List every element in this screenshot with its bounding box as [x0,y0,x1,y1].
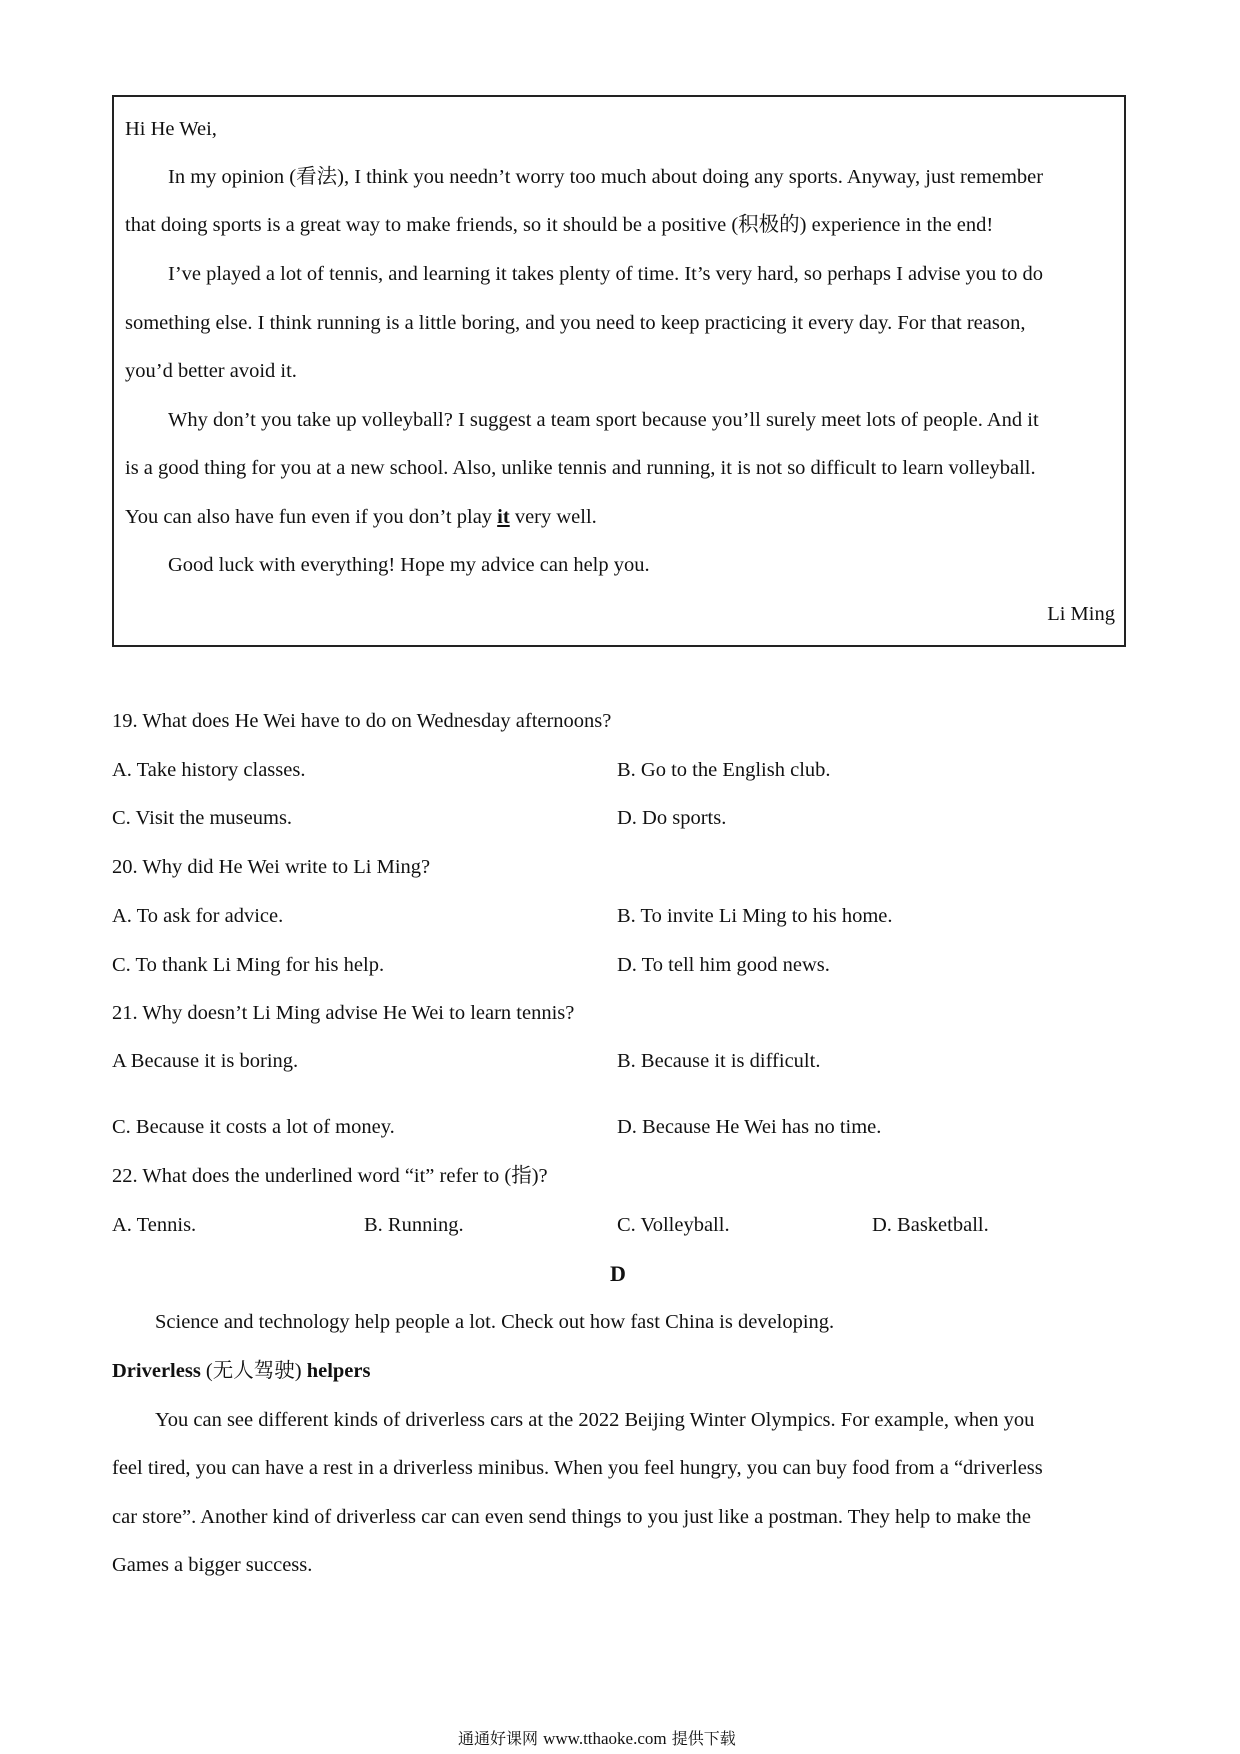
letter-paragraph-3-line-3 [125,507,597,528]
letter-paragraph-4: Good luck with everything! Hope my advice can help you. [168,554,650,576]
question-19-option-b: B. Go to the English club. [617,759,831,781]
question-21-option-b: B. Because it is difficult. [617,1050,821,1072]
section-d-body-line-4: Games a bigger success. [112,1554,313,1576]
question-20-option-c: C. To thank Li Ming for his help. [112,954,385,976]
letter-greeting: Hi He Wei, [125,118,217,140]
question-19-option-a: A. Take history classes. [112,759,306,781]
footer-download-note: 提供下载 [666,1729,736,1748]
letter-paragraph-3-line-1: Why don’t you take up volleyball? I suggest a team sport because you’ll surely meet lots of people. And it [168,409,1039,431]
question-22-stem: 22. What does the underlined word “it” refer to (指)? [112,1165,548,1187]
letter-signature: Li Ming [1047,603,1115,625]
letter-paragraph-2-line-1: I’ve played a lot of tennis, and learning it takes plenty of time. It’s very hard, so perhaps I advise you to do [168,263,1044,285]
question-20-option-a: A. To ask for advice. [112,905,284,927]
footer-url[interactable]: www.tthaoke.com [543,1729,667,1748]
subheading-helpers: helpers [306,1360,371,1382]
question-19-stem: 19. What does He Wei have to do on Wednesday afternoons? [112,710,612,732]
section-d-intro: Science and technology help people a lot. Check out how fast China is developing. [155,1311,835,1333]
letter-paragraph-2-line-3: you’d better avoid it. [125,360,297,382]
question-22-option-d: D. Basketball. [872,1214,989,1236]
section-d-body-line-3: car store”. Another kind of driverless car can even send things to you just like a postman. They help to make the [112,1506,1032,1528]
question-20-option-b: B. To invite Li Ming to his home. [617,905,893,927]
question-20-option-d: D. To tell him good news. [617,954,830,976]
text-before-underlined-word: You can also have fun even if you don’t play [125,506,498,528]
text-after-underlined-word: very well. [509,506,597,528]
question-19-option-c: C. Visit the museums. [112,807,293,829]
question-19-option-d: D. Do sports. [617,807,727,829]
question-20-stem: 20. Why did He Wei write to Li Ming? [112,856,431,878]
letter-paragraph-1-line-2: that doing sports is a great way to make friends, so it should be a positive (积极的) experience in the end! [125,214,994,236]
page-footer [458,1730,736,1747]
section-d-body-line-2: feel tired, you can have a rest in a driverless minibus. When you feel hungry, you can buy food from a “driverless [112,1457,1043,1479]
subheading-chinese-gloss: (无人驾驶) [200,1360,307,1382]
question-21-option-a: A Because it is boring. [112,1050,299,1072]
letter-paragraph-3-line-2: is a good thing for you at a new school. Also, unlike tennis and running, it is not so difficult to learn volleyball. [125,457,1036,479]
question-22-option-c: C. Volleyball. [617,1214,730,1236]
letter-paragraph-1-line-1: In my opinion (看法), I think you needn’t worry too much about doing any sports. Anyway, just remember [168,166,1044,188]
underlined-word-it: it [497,506,510,528]
question-21-stem: 21. Why doesn’t Li Ming advise He Wei to learn tennis? [112,1002,575,1024]
section-d-body-line-1: You can see different kinds of driverless cars at the 2022 Beijing Winter Olympics. For example, when you [155,1409,1035,1431]
question-22-option-a: A. Tennis. [112,1214,197,1236]
section-d-heading: D [610,1261,626,1286]
question-21-option-c: C. Because it costs a lot of money. [112,1116,395,1138]
section-d-subheading [112,1361,370,1382]
footer-site-name: 通通好课网 [458,1729,544,1748]
subheading-driverless: Driverless [112,1360,201,1382]
question-21-option-d: D. Because He Wei has no time. [617,1116,882,1138]
question-22-option-b: B. Running. [364,1214,464,1236]
letter-paragraph-2-line-2: something else. I think running is a little boring, and you need to keep practicing it every day. For that reason, [125,312,1026,334]
